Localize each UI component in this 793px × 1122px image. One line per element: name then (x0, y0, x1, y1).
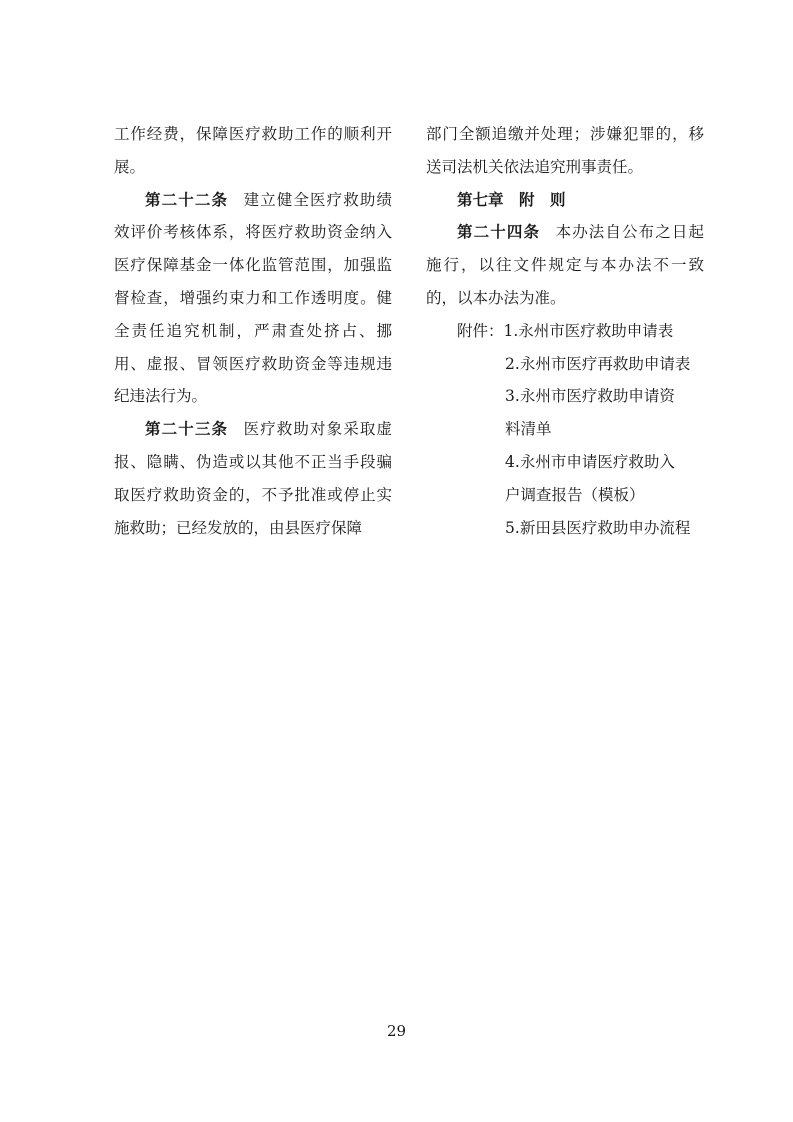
attachment-item-4-text: 4.永州市申请医疗救助入 (505, 452, 675, 471)
attachment-item-3-continuation: 料清单 (505, 420, 552, 439)
chapter-label: 第七章 (457, 189, 504, 209)
attachment-item-3 (426, 380, 704, 446)
article-22-paragraph (114, 184, 392, 414)
page-number: 29 (386, 1022, 407, 1040)
article-24-text: 本办法自公布之日起施行，以往文件规定与本办法不一致的，以本办法为准。 (426, 223, 704, 307)
right-column (426, 118, 704, 544)
article-22-label: 第二十二条 (145, 189, 229, 209)
attachment-head: 附件： (457, 321, 504, 340)
chapter-title: 附 则 (519, 189, 566, 209)
article-22-text: 建立健全医疗救助绩效评价考核体系，将医疗救助资金纳入医疗保障基金一体化监管范围，加强监督检查，增强约束力和工作透明度。健全责任追究机制，严肃查处挤占、挪用、虚报、冒领医疗救助资金等违规违纪违法行为。 (114, 190, 392, 406)
attachment-item-5 (426, 512, 704, 545)
attachment-item-5-text: 5.新田县医疗救助申办流程 (505, 518, 691, 537)
article-24-paragraph (426, 216, 704, 314)
attachment-item-2 (426, 348, 704, 381)
attachment-item-4 (426, 446, 704, 512)
attachment-item-2-text: 2.永州市医疗再救助申请表 (505, 354, 691, 373)
attachment-item-1: 1.永州市医疗救助申请表 (503, 321, 674, 340)
left-column (114, 118, 392, 544)
article-23-paragraph (114, 413, 392, 544)
right-continuation-paragraph: 部门全额追缴并处理；涉嫌犯罪的，移送司法机关依法追究刑事责任。 (426, 125, 704, 176)
attachment-item-3-text: 3.永州市医疗救助申请资 (505, 387, 675, 406)
chapter-heading (426, 184, 704, 217)
attachment-list (426, 315, 704, 348)
left-continuation-paragraph: 工作经费，保障医疗救助工作的顺利开展。 (114, 125, 392, 176)
article-23-label: 第二十三条 (145, 419, 229, 439)
article-24-label: 第二十四条 (457, 222, 541, 242)
article-23-text: 医疗救助对象采取虚报、隐瞒、伪造或以其他不正当手段骗取医疗救助资金的，不予批准或停止实施救助；已经发放的，由县医疗保障 (114, 420, 392, 537)
attachment-item-4-continuation: 户调查报告（模板） (505, 485, 645, 504)
